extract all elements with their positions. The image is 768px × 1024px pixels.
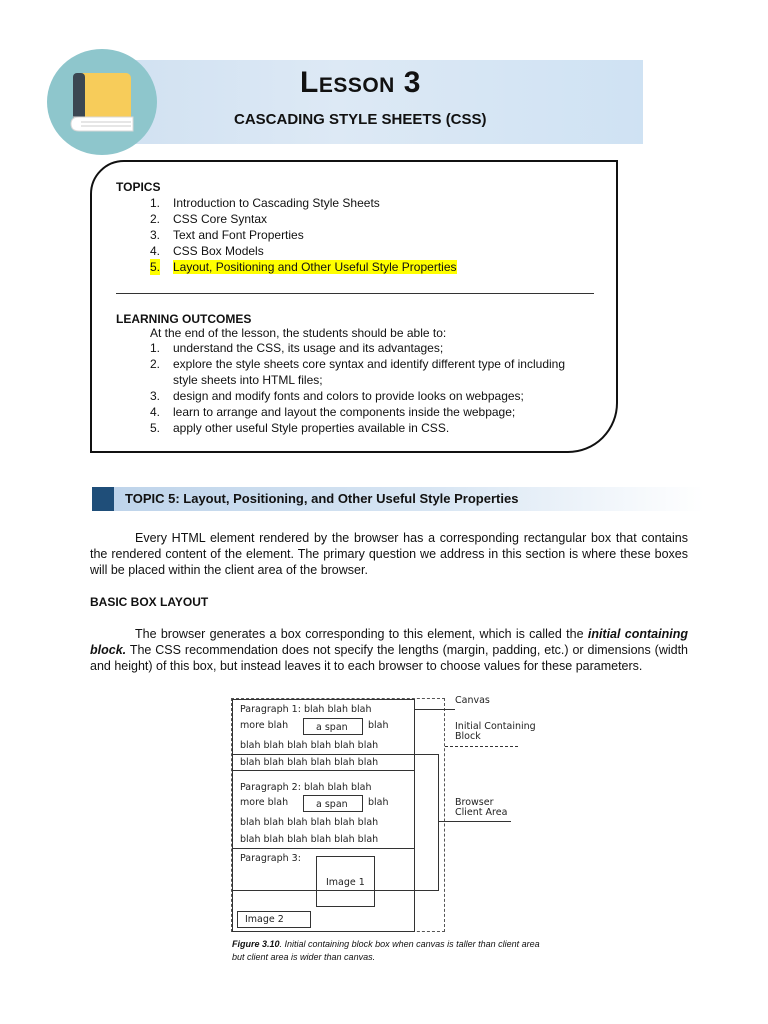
lesson-title-word: Lesson xyxy=(300,66,395,99)
book-icon xyxy=(47,49,157,155)
topics-divider xyxy=(116,293,594,294)
bca-leader xyxy=(439,821,511,822)
intro-paragraph: Every HTML element rendered by the browser has a corresponding rectangular box that contains the rendered content of the element. The primary question we address in this section is where these boxes will be placed within the client area of the browser. xyxy=(90,531,688,577)
lesson-title-number: 3 xyxy=(403,66,421,99)
bca-label-2: Client Area xyxy=(455,807,508,818)
topics-label: TOPICS xyxy=(116,180,161,194)
p3-line1: Paragraph 3: xyxy=(240,853,301,864)
image2-label: Image 2 xyxy=(245,914,284,925)
outcomes-label: LEARNING OUTCOMES xyxy=(116,312,252,326)
image1-label: Image 1 xyxy=(326,877,365,888)
lesson-title xyxy=(300,66,421,100)
paragraph-divider xyxy=(232,848,415,849)
list-item: 2. explore the style sheets core syntax and identify different type of including xyxy=(150,357,566,371)
canvas-label: Canvas xyxy=(455,695,490,706)
list-item: 1. Introduction to Cascading Style Sheets xyxy=(150,196,380,210)
lesson-subtitle: CASCADING STYLE SHEETS (CSS) xyxy=(234,111,487,128)
p1-span-label: a span xyxy=(316,722,348,733)
p2-line1: Paragraph 2: blah blah blah xyxy=(240,782,372,793)
list-item: 5. apply other useful Style properties available in CSS. xyxy=(150,421,450,435)
list-item: 4. learn to arrange and layout the components inside the webpage; xyxy=(150,405,516,419)
paragraph-divider xyxy=(232,770,415,771)
list-item: 3. design and modify fonts and colors to provide looks on webpages; xyxy=(150,389,524,403)
basic-box-heading: BASIC BOX LAYOUT xyxy=(90,595,209,609)
icb-leader xyxy=(445,746,518,747)
bca-label-1: Browser xyxy=(455,797,494,808)
icb-label-2: Block xyxy=(455,731,481,742)
p1-line4: blah blah blah blah blah blah xyxy=(240,757,379,768)
icb-paragraph: The browser generates a box corresponding to this element, which is called the initial containing block. The CSS recommendation does not specify the lengths (margin, padding, etc.) or dimensions (width and height) of this box, but instead leaves it to each browser to choose values for these parameters. xyxy=(90,627,688,673)
icb-label-1: Initial Containing xyxy=(455,721,536,732)
list-item: 4. CSS Box Models xyxy=(150,244,264,258)
p1-blah: blah xyxy=(368,720,389,731)
p2-span-label: a span xyxy=(316,799,348,810)
topic-bar-accent xyxy=(92,487,114,511)
p1-line3: blah blah blah blah blah blah xyxy=(240,740,379,751)
list-item: 2. CSS Core Syntax xyxy=(150,212,268,226)
figure-caption: Figure 3.10. Initial containing block box when canvas is taller than client area but client area is wider than canvas. xyxy=(232,939,540,962)
topic-bar xyxy=(92,487,704,511)
p2-more-blah: more blah xyxy=(240,797,289,808)
list-item: 3. Text and Font Properties xyxy=(150,228,304,242)
outcomes-intro: At the end of the lesson, the students should be able to: xyxy=(150,326,447,340)
p2-blah: blah xyxy=(368,797,389,808)
canvas-leader xyxy=(415,709,455,710)
p2-line4: blah blah blah blah blah blah xyxy=(240,834,379,845)
p2-line3: blah blah blah blah blah blah xyxy=(240,817,379,828)
p1-more-blah: more blah xyxy=(240,720,289,731)
list-item-highlighted: 5. Layout, Positioning and Other Useful Style Properties xyxy=(150,260,457,274)
outcomes-list xyxy=(150,340,565,436)
p1-line1: Paragraph 1: blah blah blah xyxy=(240,704,372,715)
topics-list xyxy=(150,195,457,275)
list-item: 1. understand the CSS, its usage and its advantages; xyxy=(150,341,444,355)
topic-bar-title: TOPIC 5: Layout, Positioning, and Other Useful Style Properties xyxy=(125,491,519,506)
list-item: style sheets into HTML files; xyxy=(173,373,323,387)
